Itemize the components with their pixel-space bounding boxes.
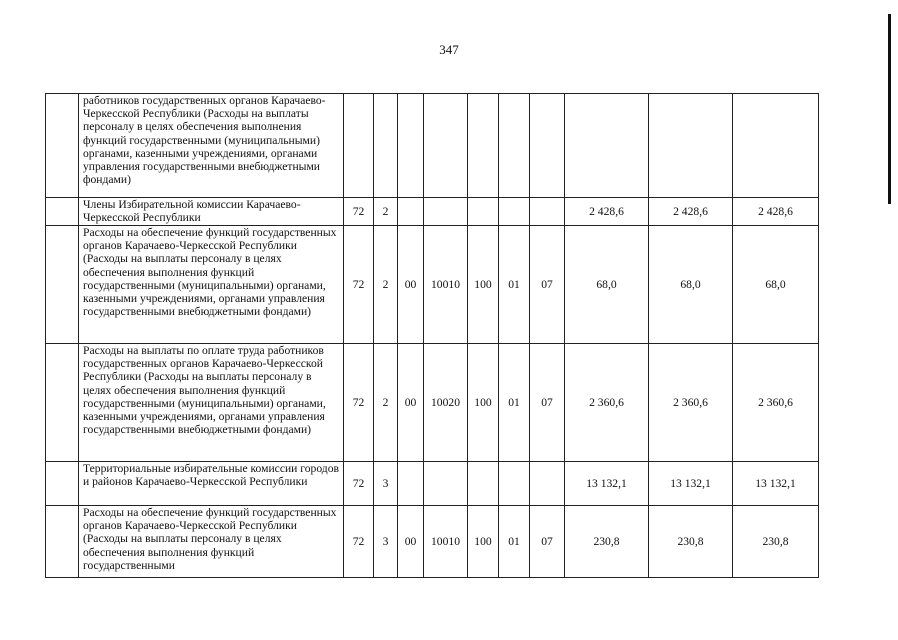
program-cell: 2 bbox=[374, 226, 398, 344]
amount-year3-cell bbox=[733, 94, 819, 198]
amount-year1-cell: 68,0 bbox=[565, 226, 649, 344]
subprogram-cell: 00 bbox=[398, 506, 424, 578]
amount-year2-cell bbox=[649, 94, 733, 198]
table-row bbox=[46, 198, 819, 226]
table-row bbox=[46, 506, 819, 578]
target-article-cell: 10020 bbox=[424, 344, 468, 462]
amount-year2-cell: 68,0 bbox=[649, 226, 733, 344]
subprogram-cell: 00 bbox=[398, 226, 424, 344]
row-index-cell bbox=[46, 344, 79, 462]
description-cell: Территориальные избирательные комиссии городов и районов Карачаево-Черкесской Республики bbox=[79, 462, 344, 506]
row-index-cell bbox=[46, 94, 79, 198]
target-article-cell: 10010 bbox=[424, 506, 468, 578]
admin-code-cell bbox=[344, 94, 374, 198]
admin-code-cell: 72 bbox=[344, 506, 374, 578]
amount-year1-cell bbox=[565, 94, 649, 198]
expense-type-cell: 100 bbox=[468, 506, 499, 578]
program-cell: 3 bbox=[374, 462, 398, 506]
section-cell: 01 bbox=[499, 506, 530, 578]
expense-type-cell: 100 bbox=[468, 226, 499, 344]
budget-table bbox=[45, 93, 819, 578]
table-row bbox=[46, 344, 819, 462]
program-cell: 2 bbox=[374, 198, 398, 226]
section-cell bbox=[499, 198, 530, 226]
amount-year1-cell: 2 428,6 bbox=[565, 198, 649, 226]
admin-code-cell: 72 bbox=[344, 462, 374, 506]
amount-year1-cell: 13 132,1 bbox=[565, 462, 649, 506]
page-number: 347 bbox=[439, 42, 459, 57]
amount-year3-cell: 230,8 bbox=[733, 506, 819, 578]
admin-code-cell: 72 bbox=[344, 198, 374, 226]
subprogram-cell bbox=[398, 462, 424, 506]
row-index-cell bbox=[46, 226, 79, 344]
amount-year2-cell: 2 360,6 bbox=[649, 344, 733, 462]
row-index-cell bbox=[46, 198, 79, 226]
program-cell: 3 bbox=[374, 506, 398, 578]
row-index-cell bbox=[46, 462, 79, 506]
amount-year3-cell: 68,0 bbox=[733, 226, 819, 344]
amount-year2-cell: 13 132,1 bbox=[649, 462, 733, 506]
admin-code-cell: 72 bbox=[344, 344, 374, 462]
target-article-cell bbox=[424, 94, 468, 198]
expense-type-cell bbox=[468, 94, 499, 198]
subsection-cell bbox=[530, 198, 565, 226]
target-article-cell: 10010 bbox=[424, 226, 468, 344]
amount-year1-cell: 230,8 bbox=[565, 506, 649, 578]
program-cell: 2 bbox=[374, 344, 398, 462]
subsection-cell bbox=[530, 94, 565, 198]
subprogram-cell bbox=[398, 94, 424, 198]
section-cell: 01 bbox=[499, 226, 530, 344]
section-cell bbox=[499, 462, 530, 506]
scan-edge-bar bbox=[888, 14, 891, 204]
description-cell: Расходы на обеспечение функций государственных органов Карачаево-Черкесской Республики (Расходы на выплаты персоналу в целях обеспечения выполнения функций государственными bbox=[79, 506, 344, 578]
subprogram-cell: 00 bbox=[398, 344, 424, 462]
program-cell bbox=[374, 94, 398, 198]
expense-type-cell: 100 bbox=[468, 344, 499, 462]
description-cell: работников государственных органов Карачаево-Черкесской Республики (Расходы на выплаты персоналу в целях обеспечения выполнения функций государственными (муниципальными) органами, казенными учреждениями, органами управления государственными внебюджетными фондами) bbox=[79, 94, 344, 198]
subsection-cell bbox=[530, 462, 565, 506]
row-index-cell bbox=[46, 506, 79, 578]
target-article-cell bbox=[424, 198, 468, 226]
description-cell: Расходы на обеспечение функций государственных органов Карачаево-Черкесской Республики (Расходы на выплаты персоналу в целях обеспечения выполнения функций государственными (муниципальными) органами, казенными учреждениями, органами управления государственными внебюджетными фондами) bbox=[79, 226, 344, 344]
subsection-cell: 07 bbox=[530, 506, 565, 578]
expense-type-cell bbox=[468, 462, 499, 506]
target-article-cell bbox=[424, 462, 468, 506]
subprogram-cell bbox=[398, 198, 424, 226]
amount-year3-cell: 13 132,1 bbox=[733, 462, 819, 506]
table-body bbox=[46, 94, 819, 578]
admin-code-cell: 72 bbox=[344, 226, 374, 344]
section-cell: 01 bbox=[499, 344, 530, 462]
amount-year3-cell: 2 428,6 bbox=[733, 198, 819, 226]
amount-year2-cell: 2 428,6 bbox=[649, 198, 733, 226]
description-cell: Члены Избирательной комиссии Карачаево-Черкесской Республики bbox=[79, 198, 344, 226]
amount-year3-cell: 2 360,6 bbox=[733, 344, 819, 462]
table-row bbox=[46, 462, 819, 506]
subsection-cell: 07 bbox=[530, 226, 565, 344]
amount-year1-cell: 2 360,6 bbox=[565, 344, 649, 462]
description-cell: Расходы на выплаты по оплате труда работников государственных органов Карачаево-Черкесской Республики (Расходы на выплаты персоналу в целях обеспечения выполнения функций государственными (муниципальными) органами, казенными учреждениями, органами управления государственными внебюджетными фондами) bbox=[79, 344, 344, 462]
amount-year2-cell: 230,8 bbox=[649, 506, 733, 578]
table-row bbox=[46, 94, 819, 198]
section-cell bbox=[499, 94, 530, 198]
expense-type-cell bbox=[468, 198, 499, 226]
subsection-cell: 07 bbox=[530, 344, 565, 462]
table-row bbox=[46, 226, 819, 344]
